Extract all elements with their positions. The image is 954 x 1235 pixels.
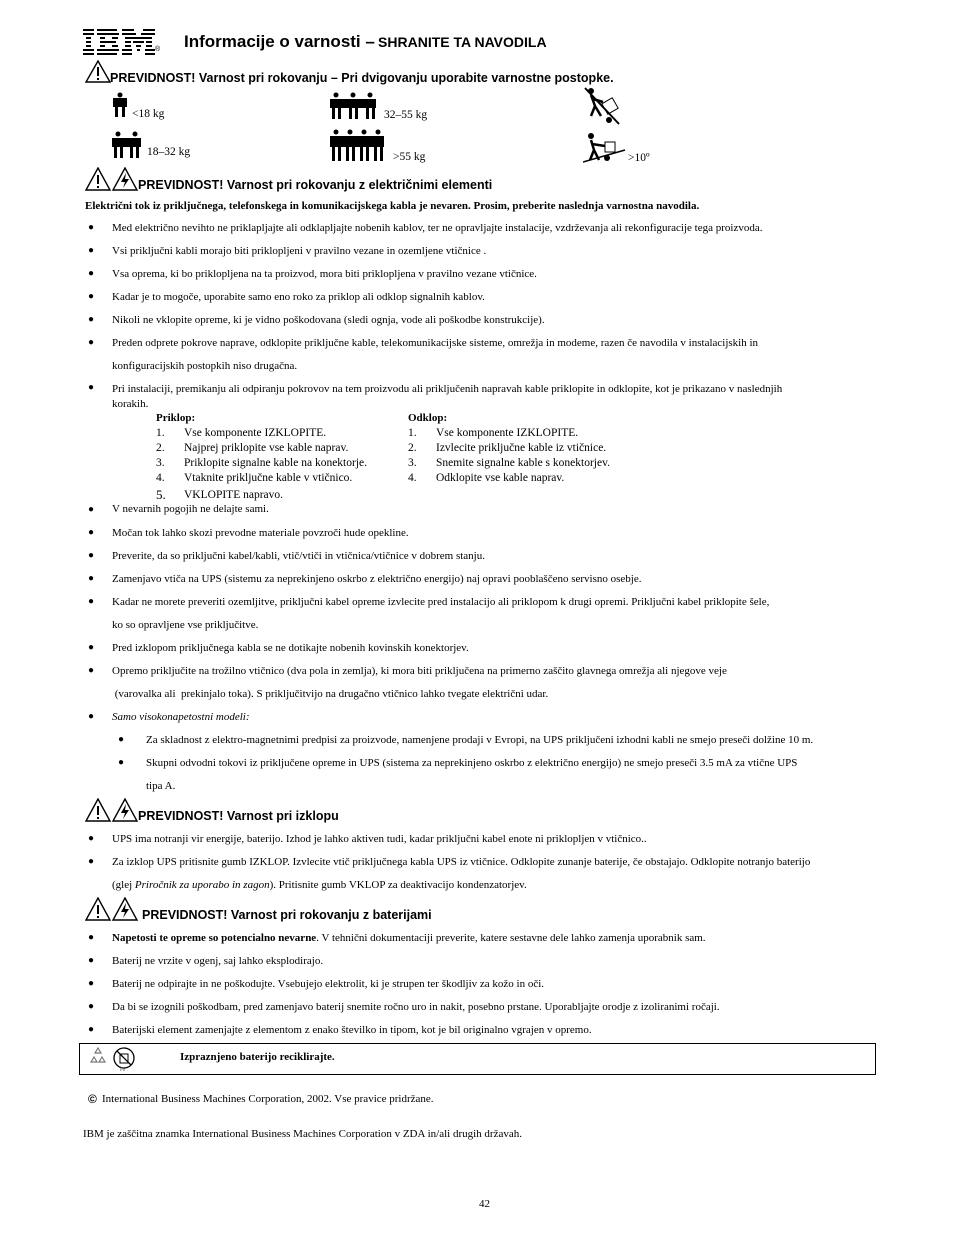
bullet: ●	[88, 711, 95, 722]
bullet: ●	[88, 642, 95, 653]
page-number: 42	[479, 1198, 490, 1210]
list-item: Baterijski element zamenjajte z elementom z enako številko in tipom, kot je bil originalno vgrajen v opremo.	[112, 1024, 592, 1036]
step-number: 1.	[408, 427, 417, 439]
warning-electric-icons	[85, 897, 139, 921]
weight-lt18: <18 kg	[132, 108, 165, 120]
battery-warning: PREVIDNOST! Varnost pri rokovanju z baterijami	[142, 908, 432, 922]
bullet: ●	[88, 1001, 95, 1012]
weight-32-55: 32–55 kg	[384, 109, 428, 121]
warning-triangle-icon	[85, 60, 111, 83]
bullet: ●	[88, 833, 95, 844]
list-item: Napetosti te opreme so potencialno nevarne. V tehnični dokumentaciji preverite, katere sestavne dele lahko zamenja uporabnik sam.	[112, 932, 706, 944]
copyright-symbol: ©	[88, 1092, 97, 1106]
list-item: Vsa oprema, ki bo priklopljena na ta proizvod, mora biti priklopljena v pravilno vezane vtičnice.	[112, 268, 537, 280]
list-item: Med električno nevihto ne priklapljajte ali odklapljajte nobenih kablov, ter ne opravljajte instalacije, vzdrževanja ali rekonfiguracije tega proizvoda.	[112, 222, 763, 234]
list-item: Kadar ne morete preveriti ozemljitve, priključni kabel opreme izvlecite pred instalacijo ali priklopom k drugi opremi. Priključni kabel priklopite šele,	[112, 596, 770, 608]
bullet: ●	[88, 1024, 95, 1035]
bullet: ●	[88, 932, 95, 943]
recycle-text: Izpraznjeno baterijo reciklirajte.	[180, 1051, 335, 1063]
page-title: Informacije o varnosti – SHRANITE TA NAVODILA	[184, 32, 547, 51]
connect-title: Priklop:	[156, 412, 196, 424]
warning-electric-icons	[85, 798, 139, 822]
list-item: Kadar je to mogoče, uporabite samo eno roko za priklop ali odklop signalnih kablov.	[112, 291, 485, 303]
list-item-cont: korakih.	[112, 398, 149, 410]
disconnect-step: Snemite signalne kable s konektorjev.	[436, 457, 610, 469]
list-item: Nikoli ne vklopite opreme, ki je vidno poškodovana (sledi ognja, vode ali poškodbe konstrukcije).	[112, 314, 545, 326]
two-person-lift-icon	[112, 131, 142, 159]
one-person-lift-icon	[112, 92, 128, 118]
connect-step: Vtaknite priključne kable v vtičnico.	[184, 472, 353, 484]
step-number: 2.	[156, 442, 165, 454]
list-item: Zamenjavo vtiča na UPS (sistemu za neprekinjeno oskrbo z električno energijo) naj opravi pooblaščeno servisno osebje.	[112, 573, 642, 585]
warning-electric-icons	[85, 167, 139, 191]
disconnect-step: Odklopite vse kable naprav.	[436, 472, 565, 484]
bullet: ●	[88, 245, 95, 256]
bullet: ●	[88, 314, 95, 325]
hv-item: Skupni odvodni tokovi iz priključene opreme in UPS (sistema za neprekinjeno oskrbo z električno energijo) ne smejo preseči 3.5 mA za vtične UPS	[146, 757, 798, 769]
bullet: ●	[88, 527, 95, 538]
bullet: ●	[88, 337, 95, 348]
list-item: Preverite, da so priključni kabel/kabli, vtič/vtiči in vtičnica/vtičnice v dobrem stanju.	[112, 550, 485, 562]
step-number: 4.	[408, 472, 417, 484]
weight-18-32: 18–32 kg	[147, 146, 191, 158]
ibm-logo	[83, 27, 161, 57]
hv-item: Za skladnost z elektro-magnetnimi predpisi za proizvode, namenjene prodaji v Evropi, na UPS priključeni izhodni kabli ne smejo preseči dolžine 10 m.	[146, 734, 814, 746]
electrical-warning: PREVIDNOST! Varnost pri rokovanju z električnimi elementi	[138, 178, 493, 192]
list-item-hv-heading: Samo visokonapetostni modeli:	[112, 711, 250, 723]
list-item: Za izklop UPS pritisnite gumb IZKLOP. Izvlecite vtič priključnega kabla UPS iz vtičnice. Odklopite zunanje baterije, če obstajajo. Odklopite notranjo baterijo	[112, 856, 811, 868]
sub-bullet: ●	[118, 734, 125, 745]
step-number: 4.	[156, 472, 165, 484]
bullet: ●	[88, 382, 95, 393]
list-item: UPS ima notranji vir energije, baterijo. Izhod je lahko aktiven tudi, kadar priključni kabel enote ni priklopljen v vtičnico..	[112, 833, 647, 845]
electrical-intro: Električni tok iz priključnega, telefonskega in komunikacijskega kabla je nevaren. Prosim, preberite naslednja varnostna navodila.	[85, 200, 700, 212]
bullet: ●	[88, 856, 95, 867]
list-item: Pri instalaciji, premikanju ali odpiranju pokrovov na tem proizvodu ali priključenih napravah kable priklopite in odklopite, kot je prikazano v naslednjih	[112, 383, 783, 395]
step-number: 3.	[156, 457, 165, 469]
no-hand-truck-icon	[583, 86, 623, 126]
list-item-cont: (varovalka ali prekinjalo toka). S priključitvijo na drugačno vtičnico lahko tvegate električni udar.	[112, 688, 549, 700]
pb-label: Pb	[120, 1068, 126, 1073]
list-item: Opremo priključite na trožilno vtičnico (dva pola in zemlja), ki mora biti priključena na primerno zaščito glavnega omrežja ali njegove veje	[112, 665, 727, 677]
connect-step: Vse komponente IZKLOPITE.	[184, 427, 327, 439]
copyright-text: International Business Machines Corporation, 2002. Vse pravice pridržane.	[102, 1093, 434, 1105]
bullet: ●	[88, 596, 95, 607]
step-number: 1.	[156, 427, 165, 439]
connect-step: Najprej priklopite vse kable naprav.	[184, 442, 349, 454]
disconnect-step: Izvlecite priključne kable iz vtičnice.	[436, 442, 607, 454]
list-item-cont: konfiguracijskih postopkih niso drugačna.	[112, 360, 298, 372]
four-person-lift-icon	[330, 129, 384, 163]
incline-angle: >10º	[628, 152, 650, 164]
step-number: 2.	[408, 442, 417, 454]
list-item: Baterij ne vrzite v ogenj, saj lahko eksplodirajo.	[112, 955, 324, 967]
connect-step: VKLOPITE napravo.	[184, 489, 284, 501]
bullet: ●	[88, 955, 95, 966]
hv-item-cont: tipa A.	[146, 780, 176, 792]
incline-hand-truck-icon	[583, 132, 627, 164]
registered-mark: ®	[155, 46, 161, 53]
bullet: ●	[88, 504, 95, 515]
trademark-text: IBM je zaščitna znamka International Business Machines Corporation v ZDA in/ali drugih državah.	[83, 1128, 522, 1140]
list-item: Pred izklopom priključnega kabla se ne dotikajte nobenih kovinskih konektorjev.	[112, 642, 469, 654]
bullet: ●	[88, 573, 95, 584]
no-trash-icon	[112, 1046, 136, 1070]
step-number: 5.	[156, 487, 166, 502]
bullet: ●	[88, 268, 95, 279]
bullet: ●	[88, 222, 95, 233]
bullet: ●	[88, 550, 95, 561]
list-item: Vsi priključni kabli morajo biti priklopljeni v pravilno vezane in ozemljene vtičnice .	[112, 245, 487, 257]
connect-step: Priklopite signalne kable na konektorje.	[184, 457, 367, 469]
list-item: Da bi se izognili poškodbam, pred zamenjavo baterij snemite ročno uro in nakit, posebno prstane. Uporabljajte orodje z izoliranimi ročaji.	[112, 1001, 720, 1013]
list-item: Baterij ne odpirajte in ne poškodujte. Vsebujejo elektrolit, ki je strupen ter škodljiv za kožo in oči.	[112, 978, 545, 990]
shutdown-warning: PREVIDNOST! Varnost pri izklopu	[138, 809, 339, 823]
disconnect-step: Vse komponente IZKLOPITE.	[436, 427, 579, 439]
list-item-cont: ko so opravljene vse priključitve.	[112, 619, 259, 631]
bullet: ●	[88, 978, 95, 989]
bullet: ●	[88, 665, 95, 676]
list-item-cont: (glej Priročnik za uporabo in zagon). Pritisnite gumb VKLOP za deaktivacijo kondenzatorjev.	[112, 879, 527, 891]
disconnect-title: Odklop:	[408, 412, 448, 424]
sub-bullet: ●	[118, 757, 125, 768]
weight-gt55: >55 kg	[393, 151, 426, 163]
list-item: Močan tok lahko skozi prevodne materiale povzroči hude opekline.	[112, 527, 409, 539]
list-item: Preden odprete pokrove naprave, odklopite priključne kable, telekomunikacijske sisteme, omrežja in modeme, razen če navodila v instalacijskih in	[112, 337, 759, 349]
bullet: ●	[88, 291, 95, 302]
step-number: 3.	[408, 457, 417, 469]
three-person-lift-icon	[330, 92, 376, 120]
list-item: V nevarnih pogojih ne delajte sami.	[112, 503, 269, 515]
recycle-icon	[88, 1046, 108, 1066]
recycle-notice-box	[79, 1043, 876, 1075]
lifting-warning: PREVIDNOST! Varnost pri rokovanju – Pri dvigovanju uporabite varnostne postopke.	[110, 71, 614, 85]
